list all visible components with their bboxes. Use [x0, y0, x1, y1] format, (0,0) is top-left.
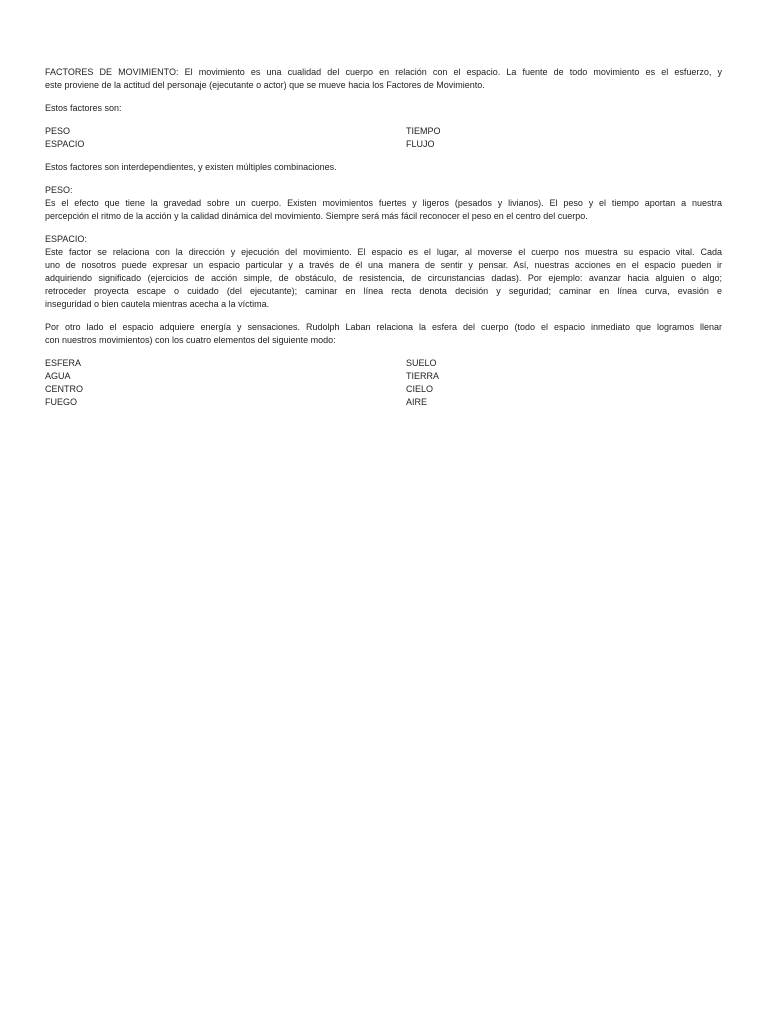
espacio-line: Este factor se relaciona con la dirección y ejecución del movimiento. El espacio es el lugar, al moverse el cuerpo nos muestra su espacio vital. Cada [45, 247, 722, 257]
factor-item: TIEMPO [406, 126, 441, 136]
interdependent-text: Estos factores son interdependientes, y existen múltiples combinaciones. [45, 162, 337, 172]
espacio-section [45, 233, 722, 311]
intro-line: este proviene de la actitud del personaje (ejecutante o actor) que se mueve hacia los Factores de Movimiento. [45, 80, 485, 90]
document-body [45, 66, 722, 419]
espacio-line: inseguridad o bien cautela mientras acecha a la víctima. [45, 299, 270, 309]
factor-item: FLUJO [406, 139, 435, 149]
element-item: CENTRO [45, 384, 83, 394]
intro-paragraph [45, 66, 722, 92]
peso-section [45, 184, 722, 223]
factors-intro-text: Estos factores son: [45, 103, 122, 113]
peso-line: Es el efecto que tiene la gravedad sobre un cuerpo. Existen movimientos fuertes y ligeros (pesados y livianos). El peso y el tiempo aportan a nuestra [45, 198, 722, 208]
elements-list [45, 357, 722, 409]
element-item: AIRE [406, 397, 428, 407]
element-item: SUELO [406, 358, 437, 368]
intro-line: FACTORES DE MOVIMIENTO: El movimiento es una cualidad del cuerpo en relación con el espacio. La fuente de todo movimiento es el esfuerzo, y [45, 67, 722, 77]
laban-line: con nuestros movimientos) con los cuatro elementos del siguiente modo: [45, 335, 336, 345]
peso-heading: PESO: [45, 185, 73, 195]
peso-line: percepción el ritmo de la acción y la calidad dinámica del movimiento. Siempre será más fácil reconocer el peso en el centro del cuerpo. [45, 211, 588, 221]
laban-paragraph [45, 321, 722, 347]
espacio-line: retroceder proyecta escape o cuidado (del ejecutante); caminar en línea recta denota decisión y seguridad; caminar en línea curva, evasión e [45, 286, 722, 296]
element-item: AGUA [45, 371, 71, 381]
factors-list [45, 125, 722, 151]
espacio-heading: ESPACIO: [45, 234, 87, 244]
element-item: ESFERA [45, 358, 82, 368]
factor-item: ESPACIO [45, 139, 85, 149]
element-item: TIERRA [406, 371, 440, 381]
factor-item: PESO [45, 126, 71, 136]
element-item: CIELO [406, 384, 434, 394]
laban-line: Por otro lado el espacio adquiere energía y sensaciones. Rudolph Laban relaciona la esfera del cuerpo (todo el espacio inmediato que logramos llenar [45, 322, 722, 332]
factors-intro-paragraph [45, 102, 722, 115]
espacio-line: uno de nosotros puede expresar un espacio particular y a través de él una manera de sentir y pensar. Así, nuestras acciones en el espacio pueden ir [45, 260, 722, 270]
interdependent-paragraph [45, 161, 722, 174]
espacio-line: adquiriendo significado (ejercicios de acción simple, de obstáculo, de resistencia, de circunstancias dadas). Por ejemplo: avanzar hacia alguien o algo; [45, 273, 722, 283]
element-item: FUEGO [45, 397, 78, 407]
